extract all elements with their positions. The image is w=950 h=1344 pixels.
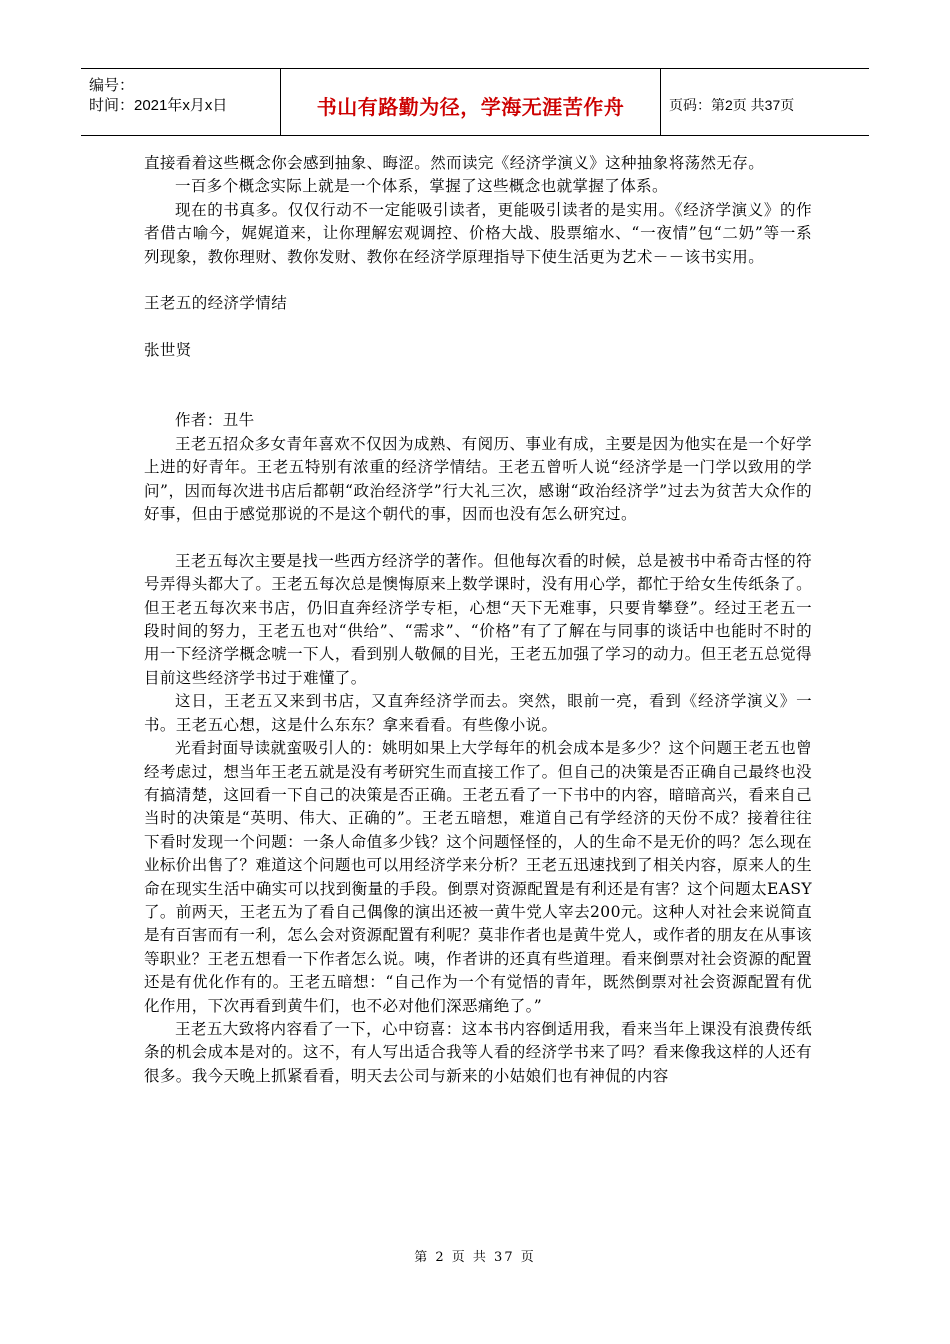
article-byline: 作者：丑牛 xyxy=(175,411,255,430)
paragraph: 王老五招众多女青年喜欢不仅因为成熟、有阅历、事业有成，主要是因为他实在是一个好学上进的好青年。王老五特别有浓重的经济学情结。王老五曾听人说“经济学是一门学以致用的学问”，因而每次进书店后都朝“政治经济学”行大礼三次，感谢“政治经济学”过去为贫苦大众作的好事，但由于感觉那说的不是这个朝代的事，因而也没有怎么研究过。 xyxy=(144,434,812,524)
paragraph: 光看封面导读就蛮吸引人的：姚明如果上大学每年的机会成本是多少？这个问题王老五也曾经考虑过，想当年王老五就是没有考研究生而直接工作了。但自己的决策是否正确自己最终也没有搞清楚，这回看一下自己的决策是否正确。王老五看了一下书中的内容，暗暗高兴，看来自己当时的决策是“英明、伟大、正确的”。王老五暗想，难道自己有学经济的天份不成？接着往往下看时发现一个问题：一条人命值多少钱？这个问题怪怪的，人的生命不是无价的吗？怎么现在业标价出售了？难道这个问题也可以用经济学来分析？王老五迅速找到了相关内容，原来人的生命在现实生活中确实可以找到衡量的手段。倒票对资源配置是有利还是有害？这个问题太EASY了。前两天，王老五为了看自己偶像的演出还被一黄牛党人宰去200元。这种人对社会来说简直是有百害而有一利，怎么会对资源配置有利呢？莫非作者也是黄牛党人，或作者的朋友在从事该等职业？王老五想看一下作者怎么说。咦，作者讲的还真有些道理。看来倒票对社会资源的配置还是有优化作有的。王老五暗想：“自己作为一个有觉悟的青年，既然倒票对社会资源配置有优化作用，下次再看到黄牛们，也不必对他们深恶痛绝了。” xyxy=(144,739,812,1015)
document-header xyxy=(81,68,869,136)
article-author: 张世贤 xyxy=(144,341,192,360)
paragraph: 王老五大致将内容看了一下，心中窃喜：这本书内容倒适用我，看来当年上课没有浪费传纸条的机会成本是对的。这不，有人写出适合我等人看的经济学书来了吗？看来像我这样的人还有很多。我今天晚上抓紧看看，明天去公司与新来的小姑娘们也有神侃的内容 xyxy=(144,1019,812,1085)
paragraph: 这日，王老五又来到书店，又直奔经济学而去。突然，眼前一亮，看到《经济学演义》一书。王老五心想，这是什么东东？拿来看看。有些像小说。 xyxy=(144,692,812,734)
paragraph: 一百多个概念实际上就是一个体系，掌握了这些概念也就掌握了体系。 xyxy=(175,177,668,196)
page-footer: 第 2 页 共 37 页 xyxy=(414,1250,536,1265)
paragraph: 王老五每次主要是找一些西方经济学的著作。但他每次看的时候，总是被书中希奇古怪的符号弄得头都大了。王老五每次总是懊悔原来上数学课时，没有用心学，都忙于给女生传纸条了。但王老五每次来书店，仍旧直奔经济学专柜，心想“天下无难事，只要肯攀登”。经过王老五一段时间的努力，王老五也对“供给”、“需求”、“价格”有了了解在与同事的谈话中也能时不时的用一下经济学概念唬一下人，看到别人敬佩的目光，王老五加强了学习的动力。但王老五总觉得目前这些经济学书过于难懂了。 xyxy=(144,551,812,687)
paragraph: 直接看着这些概念你会感到抽象、晦涩。然而读完《经济学演义》这种抽象将荡然无存。 xyxy=(144,154,765,172)
number-label: 编号： xyxy=(89,77,135,94)
header-motto-cell xyxy=(281,69,661,135)
page-info: 页码：第2页 共37页 xyxy=(669,97,795,113)
header-page-cell xyxy=(661,69,869,135)
motto-text: 书山有路勤为径，学海无涯苦作舟 xyxy=(316,95,625,119)
document-body xyxy=(144,152,812,1088)
article-title: 王老五的经济学情结 xyxy=(144,294,288,313)
date-label: 时间：2021年x月x日 xyxy=(89,97,228,114)
paragraph: 现在的书真多。仅仅行动不一定能吸引读者，更能吸引读者的是实用。《经济学演义》的作者借古喻今，娓娓道来，让你理解宏观调控、价格大战、股票缩水、“一夜情”包“二奶”等一系列现象，教你理财、教你发财、教你在经济学原理指导下使生活更为艺术－－该书实用。 xyxy=(144,200,812,266)
header-meta-cell xyxy=(81,69,281,135)
